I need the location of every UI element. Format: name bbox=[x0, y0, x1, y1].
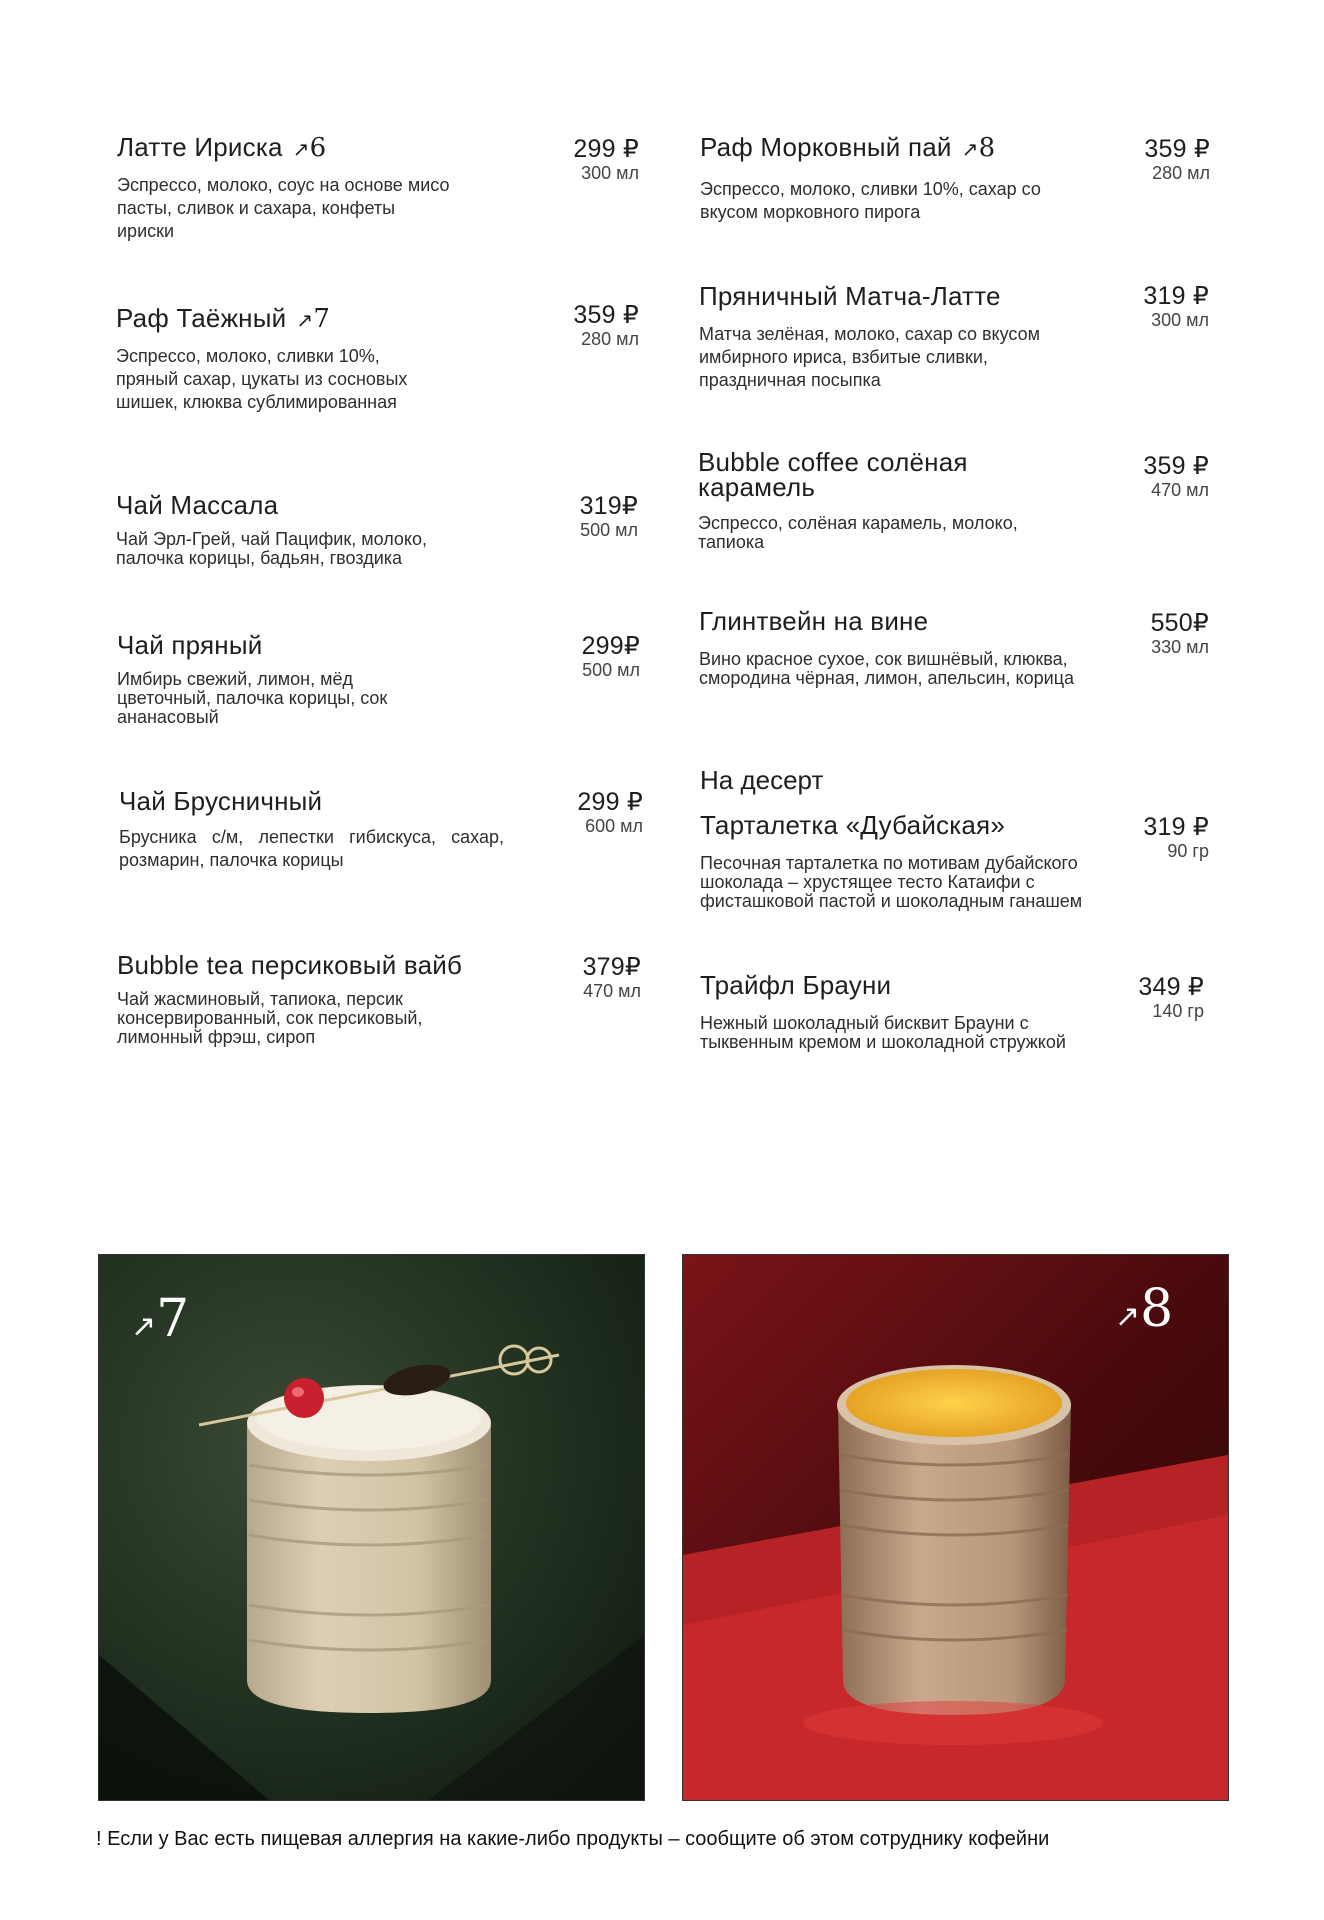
item-name: Раф Таёжный ↗7 bbox=[116, 303, 331, 334]
photo-mark-label: ↗7 bbox=[131, 1289, 190, 1349]
item-description: Матча зелёная, молоко, сахар со вкусом имбирного ириса, взбитые сливки, праздничная посыпка bbox=[699, 324, 1040, 390]
item-name: Трайфл Брауни bbox=[700, 970, 892, 1000]
item-name: Пряничный Матча-Латте bbox=[699, 281, 1001, 311]
item-price: 319 ₽ 300 мл bbox=[1143, 282, 1209, 330]
north-east-arrow-icon: ↗ bbox=[296, 308, 314, 332]
allergy-notice: ! Если у Вас есть пищевая аллергия на какие-либо продукты – сообщите об этом сотруднику кофейни bbox=[96, 1828, 1050, 1850]
item-description: Брусника с/м, лепестки гибискуса, сахар, розмарин, палочка корицы bbox=[119, 827, 504, 870]
item-description: Эспрессо, молоко, сливки 10%, пряный сахар, цукаты из сосновых шишек, клюква сублимированная bbox=[116, 346, 408, 412]
menu-item-latte-iriska bbox=[117, 132, 517, 243]
item-description: Песочная тарталетка по мотивам дубайского шоколада – хрустящее тесто Катаифи с фисташковой пастой и шоколадным ганашем bbox=[700, 853, 1083, 911]
menu-item-chai-pryany bbox=[117, 630, 517, 727]
item-description: Имбирь свежий, лимон, мёд цветочный, палочка корицы, сок ананасовый bbox=[117, 669, 388, 727]
item-description: Эспрессо, молоко, сливки 10%, сахар со вкусом морковного пирога bbox=[700, 179, 1041, 222]
menu-item-glintvein bbox=[699, 606, 1119, 688]
mark-badge: ↗8 bbox=[961, 133, 996, 163]
item-price: 299 ₽ 600 мл bbox=[577, 788, 643, 836]
menu-item-chai-massala bbox=[116, 490, 516, 568]
menu-item-trifle-brownie bbox=[700, 970, 1120, 1052]
item-price: 319₽ 500 мл bbox=[579, 492, 638, 540]
photo-raf-morkovny bbox=[682, 1254, 1229, 1801]
item-price: 299₽ 500 мл bbox=[581, 632, 640, 680]
menu-item-bubble-tea-persik bbox=[117, 950, 517, 1047]
north-east-arrow-icon: ↗ bbox=[292, 137, 310, 161]
item-name: Чай Массала bbox=[116, 490, 279, 520]
item-description: Эспрессо, молоко, соус на основе мисо пасты, сливок и сахара, конфеты ириски bbox=[117, 175, 450, 241]
mark-badge: ↗6 bbox=[292, 133, 327, 163]
photo-mark-label: ↗8 bbox=[1115, 1279, 1174, 1339]
item-description: Нежный шоколадный бисквит Брауни с тыквенным кремом и шоколадной стружкой bbox=[700, 1013, 1066, 1052]
north-east-arrow-icon: ↗ bbox=[1115, 1299, 1141, 1334]
item-price: 299 ₽ 300 мл bbox=[573, 135, 639, 183]
north-east-arrow-icon: ↗ bbox=[131, 1309, 157, 1344]
item-name: Чай пряный bbox=[117, 630, 263, 660]
item-name: Bubble tea персиковый вайб bbox=[117, 950, 463, 980]
item-name: Чай Брусничный bbox=[119, 786, 323, 816]
photo-raf-taezhny bbox=[98, 1254, 645, 1801]
item-price: 379₽ 470 мл bbox=[582, 953, 641, 1001]
item-name: Глинтвейн на вине bbox=[699, 606, 929, 636]
item-description: Вино красное сухое, сок вишнёвый, клюква, смородина чёрная, лимон, апельсин, корица bbox=[699, 649, 1075, 688]
menu-item-raf-taezhny bbox=[116, 303, 516, 414]
item-price: 349 ₽ 140 гр bbox=[1138, 973, 1204, 1021]
dessert-section-title: На десерт bbox=[700, 765, 824, 795]
item-price: 359 ₽ 470 мл bbox=[1143, 452, 1209, 500]
item-name: Bubble coffee солёная карамель bbox=[698, 447, 968, 502]
item-price: 359 ₽ 280 мл bbox=[573, 301, 639, 349]
mark-badge: ↗7 bbox=[296, 304, 331, 334]
menu-item-tartaletka bbox=[700, 810, 1120, 911]
menu-item-chai-brusnichny bbox=[119, 786, 519, 872]
north-east-arrow-icon: ↗ bbox=[961, 137, 979, 161]
menu-item-raf-morkovny bbox=[700, 132, 1100, 224]
item-price: 359 ₽ 280 мл bbox=[1144, 135, 1210, 183]
item-name: Латте Ириска ↗6 bbox=[117, 132, 327, 163]
item-name: Раф Морковный пай ↗8 bbox=[700, 132, 996, 163]
menu-item-matcha-latte bbox=[699, 281, 1099, 392]
item-description: Чай Эрл-Грей, чай Пацифик, молоко, палочка корицы, бадьян, гвоздика bbox=[116, 529, 428, 568]
item-name: Тарталетка «Дубайская» bbox=[700, 810, 1005, 840]
item-description: Чай жасминовый, тапиока, персик консервированный, сок персиковый, лимонный фрэш, сироп bbox=[117, 989, 423, 1047]
item-price: 319 ₽ 90 гр bbox=[1143, 813, 1209, 861]
item-price: 550₽ 330 мл bbox=[1150, 609, 1209, 657]
item-description: Эспрессо, солёная карамель, молоко, тапиока bbox=[698, 513, 1018, 552]
menu-item-bubble-coffee-karamel bbox=[698, 447, 1018, 552]
